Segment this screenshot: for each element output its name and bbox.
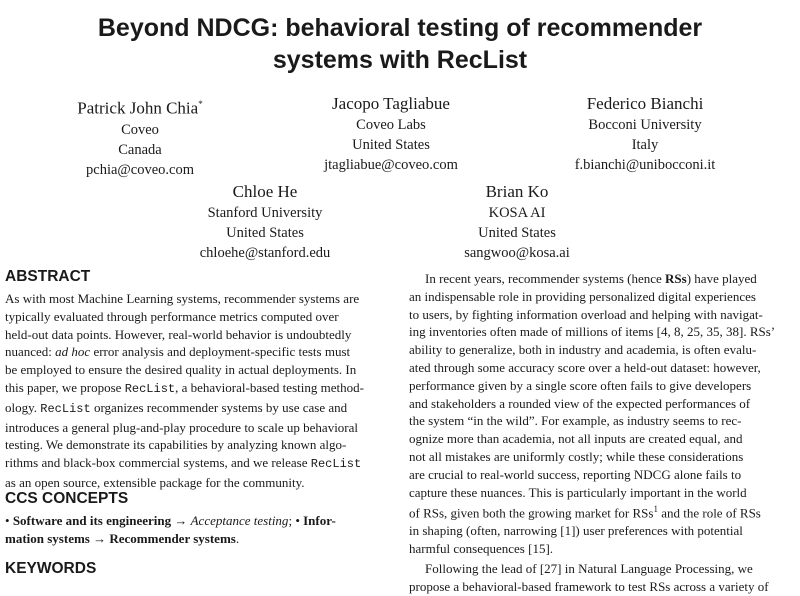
abstract-body — [5, 290, 375, 492]
author-org: KOSA AI — [488, 205, 546, 221]
abstract-line: typically evaluated through performance metrics computed over — [5, 308, 339, 324]
author-name: Patrick John Chia* — [77, 98, 203, 118]
author-org: Bocconi University — [588, 117, 702, 133]
author-country: United States — [478, 225, 556, 241]
author-country: United States — [352, 137, 430, 153]
footnote-mark: 1 — [653, 504, 658, 515]
intro-line: of RSs, given both the growing market for RSs$^1$ and the role of RSs — [409, 504, 761, 521]
introduction-body — [409, 270, 782, 596]
author-block — [40, 93, 240, 180]
intro-line: ognize more than academia, not all inputs are created equal, and — [409, 431, 743, 447]
intro-line: in shaping (often, narrowing [1]) user preferences with potential — [409, 523, 743, 539]
author-footnote-mark: * — [198, 99, 203, 109]
keywords-heading: KEYWORDS — [5, 560, 97, 577]
intro-line: performance given by a single score often fails to give developers — [409, 377, 752, 393]
abstract-line: be employed to ensure the desired quality in actual deployments. In — [5, 362, 357, 378]
abstract-line: testing. We demonstrate its capabilities by analyzing known algo- — [5, 437, 347, 453]
author-block — [417, 181, 617, 263]
abstract-line: nuanced: ad hoc error analysis and deployment-specific tests must — [5, 344, 351, 360]
ccs-heading: CCS CONCEPTS — [5, 490, 129, 507]
abstract-heading: ABSTRACT — [5, 268, 91, 285]
author-country: United States — [226, 225, 304, 241]
intro-line: are crucial to real-world success, reporting NDCG alone fails to — [409, 466, 742, 482]
author-country: Canada — [118, 141, 162, 158]
ccs-body — [5, 512, 375, 548]
intro-line: ated through some accuracy score over a held-out dataset: however, — [409, 359, 761, 375]
intro-line: In recent years, recommender systems (hence RSs) have played — [425, 271, 757, 286]
author-block — [165, 181, 365, 263]
intro-line: the system “in the wild”. For example, as industry seems to rec- — [409, 413, 742, 429]
intro-line: not all mistakes are uniformly costly; while these considerations — [409, 448, 744, 464]
author-country: Italy — [631, 137, 659, 153]
author-email[interactable]: jtagliabue@coveo.com — [324, 157, 458, 173]
abstract-line: rithms and black-box commercial systems, and we release RecList — [5, 455, 362, 472]
author-email[interactable]: chloehe@stanford.edu — [199, 245, 331, 261]
intro-line: ing inventories often made of millions of items [4, 8, 25, 35, 38]. RSs’ — [409, 324, 776, 340]
author-org: Coveo Labs — [356, 117, 426, 133]
author-block — [291, 93, 491, 175]
intro-line: propose a behavioral-based framework to test RSs across a variety of — [409, 578, 769, 594]
intro-line: an indispensable role in providing personalized digital experiences — [409, 288, 756, 304]
paper-title — [0, 12, 800, 76]
author-block — [545, 93, 745, 175]
author-name: Federico Bianchi — [586, 94, 704, 113]
abstract-line: as an open source, extensible package for the community. — [5, 474, 305, 490]
intro-line: and stakeholders a rounded view of the expected performances of — [409, 395, 751, 411]
intro-line: capture these nuances. This is particularly important in the world — [409, 484, 747, 500]
abstract-line: held-out data points. However, real-world behavior is undoubtedly — [5, 326, 352, 342]
author-email[interactable]: sangwoo@kosa.ai — [464, 245, 570, 261]
author-org: Coveo — [121, 121, 159, 138]
author-name: Jacopo Tagliabue — [332, 94, 450, 113]
ccs-line: • Software and its engineering → Acceptance testing; • Infor- — [5, 513, 336, 528]
intro-line: Following the lead of [27] in Natural Language Processing, we — [425, 561, 753, 577]
abstract-line: As with most Machine Learning systems, recommender systems are — [5, 291, 360, 306]
author-name: Brian Ko — [485, 182, 549, 201]
abstract-line: introduces a general plug-and-play procedure to scale up behavioral — [5, 419, 359, 435]
author-email[interactable]: f.bianchi@unibocconi.it — [574, 157, 716, 173]
author-org: Stanford University — [207, 205, 323, 221]
intro-line: harmful consequences [15]. — [409, 541, 554, 557]
author-name: Chloe He — [232, 182, 298, 201]
ccs-line: mation systems → Recommender systems. — [5, 530, 240, 546]
abstract-line: ology. RecList organizes recommender systems by use case and — [5, 399, 348, 416]
abstract-line: this paper, we propose RecList, a behavioral-based testing method- — [5, 379, 364, 396]
intro-line: to users, by fighting information overload and helping with navigat- — [409, 306, 763, 322]
author-email[interactable]: pchia@coveo.com — [86, 161, 194, 178]
intro-line: ability to generalize, both in industry and academia, is often evalu- — [409, 342, 757, 358]
title-line-1: Beyond NDCG: behavioral testing of recommender — [97, 14, 703, 42]
title-line-2: systems with RecList — [272, 46, 528, 74]
